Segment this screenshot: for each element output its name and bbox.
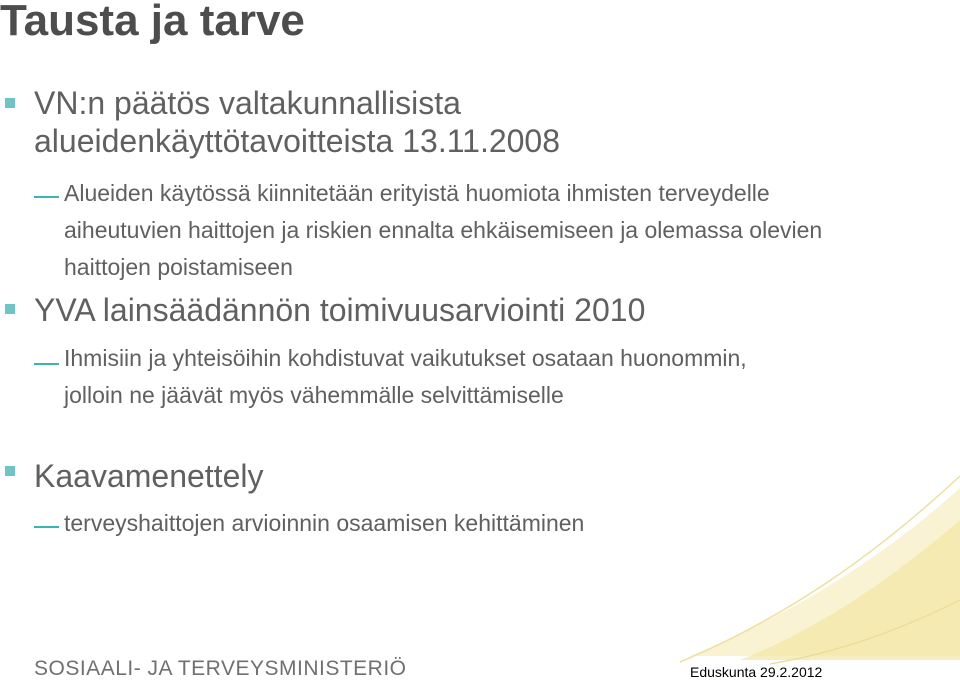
bullet-3-text: Kaavamenettely xyxy=(34,458,264,494)
bullet-3-subitem-1: terveyshaittojen arvioinnin osaamisen kehittäminen xyxy=(64,510,585,536)
bullet-square-icon xyxy=(5,304,15,314)
footer-date: Eduskunta 29.2.2012 xyxy=(690,664,823,680)
bullet-square-icon xyxy=(5,466,15,476)
dash-icon xyxy=(34,196,59,198)
slide-title: Tausta ja tarve xyxy=(0,0,305,45)
bullet-1-subitem-1: Alueiden käytössä kiinnitetään erityistä huomiota ihmisten terveydelle aiheutuvien haittojen ja riskien ennalta ehkäisemiseen ja olemassa olevien haittojen poistamiseen xyxy=(64,180,823,280)
bullet-1-text: VN:n päätös valtakunnallisista alueidenkäyttötavoitteista 13.11.2008 xyxy=(34,85,561,159)
bullet-2-subitem-1: Ihmisiin ja yhteisöihin kohdistuvat vaikutukset osataan huonommin, jolloin ne jäävät myös vähemmälle selvittämiselle xyxy=(64,345,747,408)
dash-icon xyxy=(34,363,59,365)
bullet-square-icon xyxy=(5,98,15,108)
bullet-2-text: YVA lainsäädännön toimivuusarviointi 2010 xyxy=(34,292,646,328)
ministry-logo: SOSIAALI- JA TERVEYSMINISTERIÖ xyxy=(34,657,407,680)
dash-icon xyxy=(34,526,59,528)
